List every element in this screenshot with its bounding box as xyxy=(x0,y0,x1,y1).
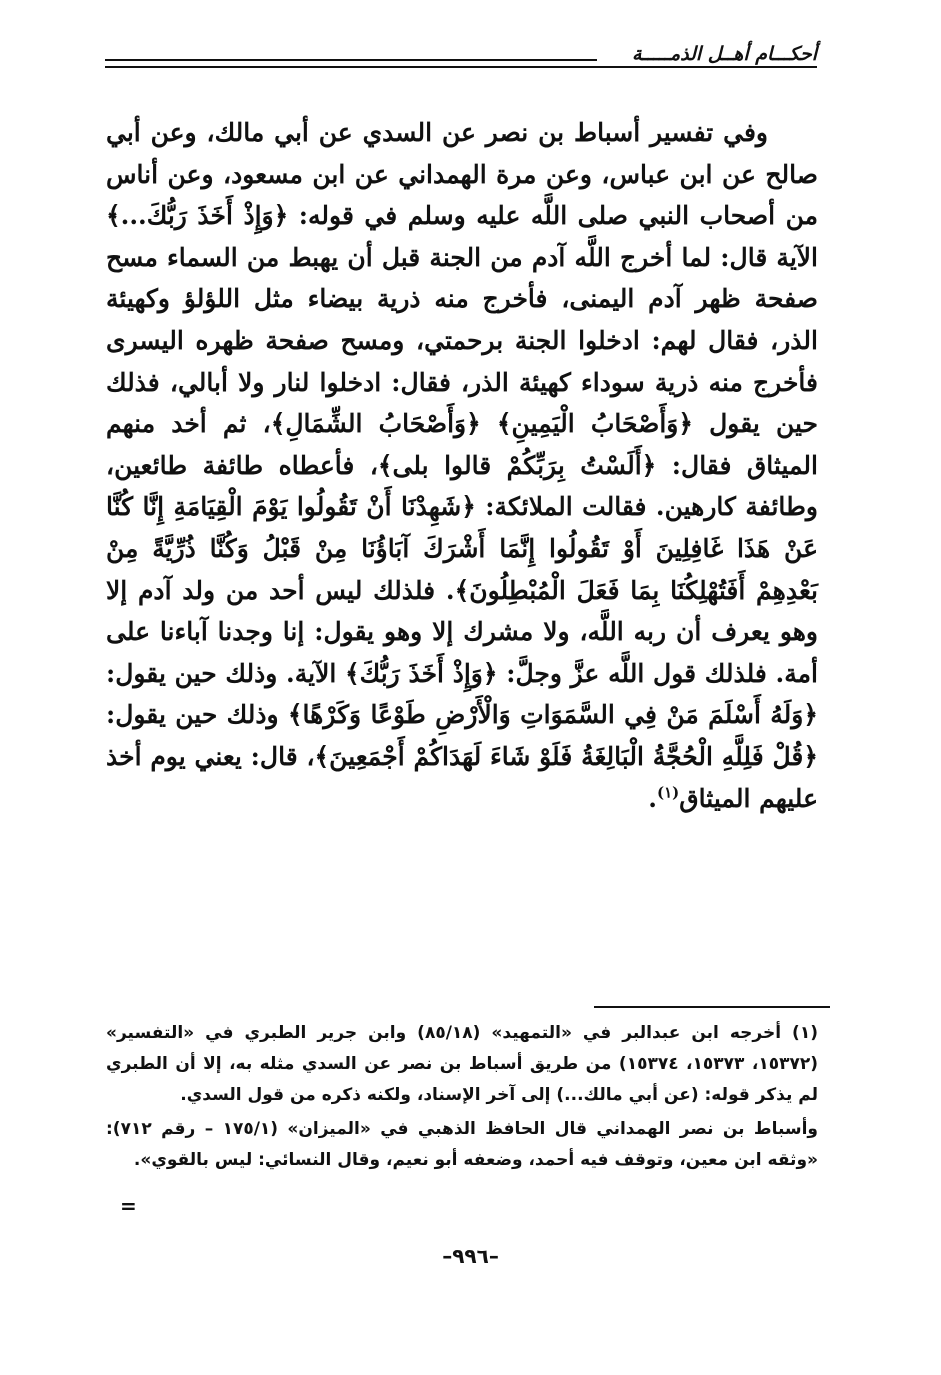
footnotes xyxy=(106,1018,818,1179)
main-paragraph xyxy=(106,112,818,819)
header-rule-upper xyxy=(105,59,597,61)
footnote-1-continued: وأسباط بن نصر الهمداني قال الحافظ الذهبي في «الميزان» (١٧٥/١ – رقم ٧١٢): «وثقه ابن معين، وتوقف فيه أحمد، وضعفه أبو نعيم، وقال النسائي: ليس بالقوي». xyxy=(106,1119,818,1170)
footnote-marker[interactable]: (١) xyxy=(656,783,680,802)
footnote-continuation-mark: = xyxy=(120,1194,137,1218)
end-punctuation: . xyxy=(648,783,657,813)
header-title: أحكـــام أهــل الذمـــــة xyxy=(631,43,817,65)
running-header xyxy=(105,42,817,76)
header-rule-lower xyxy=(105,66,817,68)
page-number: –٩٩٦– xyxy=(442,1244,499,1268)
main-text xyxy=(106,112,818,819)
main-paragraph-text: وفي تفسير أسباط بن نصر عن السدي عن أبي مالك، وعن أبي صالح عن ابن عباس، وعن مرة الهمداني عن ابن مسعود، وعن أناس من أصحاب النبي صلى اللَّه عليه وسلم في قوله: ﴿وَإِذْ أَخَذَ رَبُّكَ...﴾ الآية قال: لما أخرج اللَّه آدم من الجنة قبل أن يهبط من السماء مسح صفحة ظهر آدم اليمنى، فأخرج منه ذرية بيضاء مثل اللؤلؤ وكهيئة الذر، فقال لهم: ادخلوا الجنة برحمتي، ومسح صفحة ظهره اليسرى فأخرج منه ذرية سوداء كهيئة الذر، فقال: ادخلوا لنار ولا أبالي، فذلك حين يقول ﴿وَأَصْحَابُ الْيَمِينِ﴾ ﴿وَأَصْحَابُ الشِّمَالِ﴾، ثم أخد منهم الميثاق فقال: ﴿أَلَسْتُ بِرَبِّكُمْ قالوا بلى﴾، فأعطاه طائفة طائعين، وطائفة كارهين. فقالت الملائكة: ﴿شَهِدْنَا أَنْ تَقُولُوا يَوْمَ الْقِيَامَةِ إِنَّا كُنَّا عَنْ هَذَا غَافِلِينَ أَوْ تَقُولُوا إِنَّمَا أَشْرَكَ آبَاؤُنَا مِنْ قَبْلُ وَكُنَّا ذُرِّيَّةً مِنْ بَعْدِهِمْ أَفَتُهْلِكُنَا بِمَا فَعَلَ الْمُبْطِلُونَ﴾. فلذلك ليس أحد من ولد آدم إلا وهو يعرف أن ربه اللَّه، ولا مشرك إلا وهو يقول: إنا وجدنا آباءنا على أمة. فلذلك قول اللَّه عزَّ وجلَّ: ﴿وَإِذْ أَخَذَ رَبُّكَ﴾ الآية. وذلك حين يقول: ﴿وَلَهُ أَسْلَمَ مَنْ فِي السَّمَوَاتِ وَالْأَرْضِ طَوْعًا وَكَرْهًا﴾ وذلك حين يقول: ﴿قُلْ فَلِلَّهِ الْحُجَّةُ الْبَالِغَةُ فَلَوْ شَاءَ لَهَدَاكُمْ أَجْمَعِينَ﴾، قال: يعني يوم أخذ عليهم الميثاق xyxy=(106,118,818,813)
footnote-1: (١) أخرجه ابن عبدالبر في «التمهيد» (٨٥/١٨) وابن جرير الطبري في «التفسير» (١٥٣٧٢، ١٥٣٧٣، ١٥٣٧٤) من طريق أسباط بن نصر عن السدي مثله به، إلا أن الطبري لم يذكر قوله: (عن أبي مالك...) إلى آخر الإسناد، ولكنه ذكره من قول السدي. xyxy=(106,1023,818,1105)
footnote-separator xyxy=(594,1006,830,1008)
